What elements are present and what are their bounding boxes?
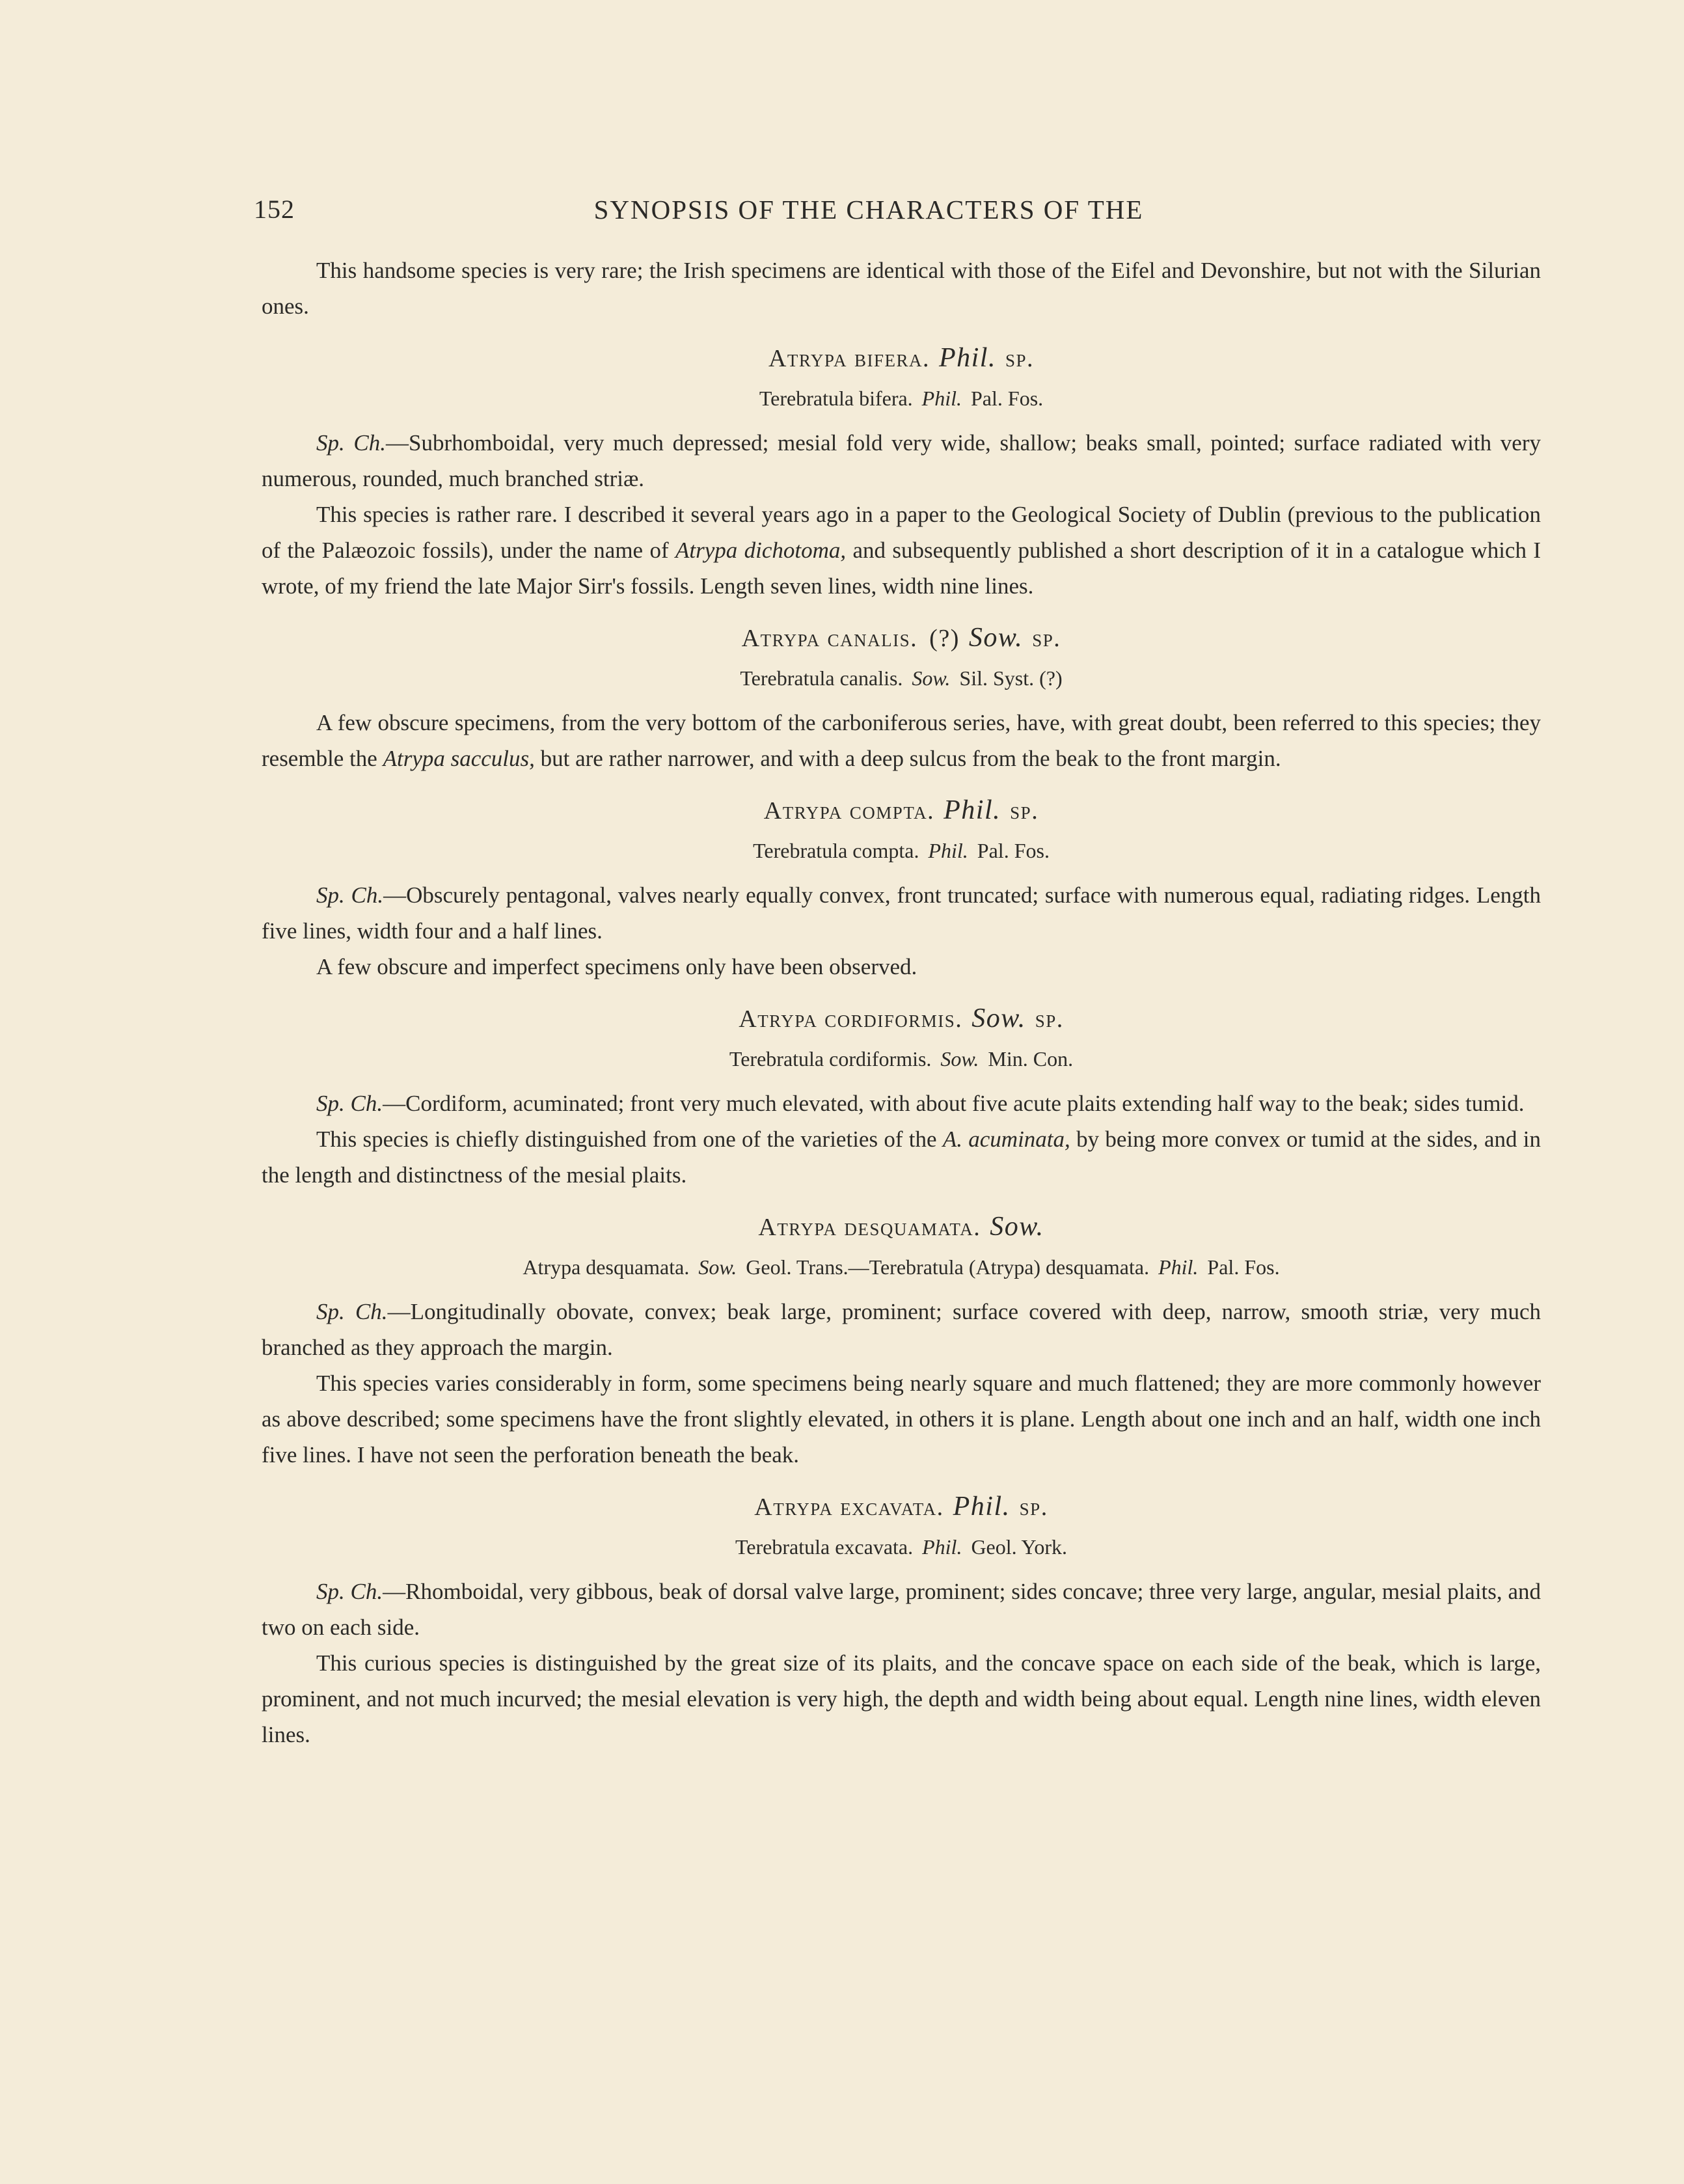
species-section-canalis: [262, 618, 1541, 776]
synonym-name: Terebratula cordiformis.: [729, 1047, 932, 1071]
species-section-bifera: [262, 338, 1541, 604]
page-header: [234, 194, 1392, 236]
description-paragraph: [262, 497, 1541, 604]
synonym-ref: Sil. Syst. (?): [959, 666, 1063, 690]
species-heading: [262, 999, 1541, 1039]
species-author: Sow.: [968, 623, 1024, 653]
description-paragraph: [262, 1121, 1541, 1193]
description-paragraph: [262, 705, 1541, 776]
species-author: Phil.: [938, 343, 996, 373]
species-heading: [262, 1487, 1541, 1527]
species-author: Phil.: [953, 1492, 1011, 1522]
sp-ch-text: —Cordiform, acuminated; front very much elevated, with about five acute plaits extending half way to the beak; sides tumid.: [383, 1091, 1525, 1116]
species-section-desquamata: [262, 1207, 1541, 1473]
description-text: and subsequently published a short description of it in a catalogue which I wrote, of my friend the late Major Sirr's fossils. Length seven lines, width nine lines.: [262, 538, 1541, 599]
species-heading: [262, 618, 1541, 658]
description-text: A few obscure specimens, from the very bottom of the carboniferous series, have, with great doubt, been referred to this species; they resemble the: [262, 710, 1541, 771]
species-author: Phil.: [944, 795, 1001, 825]
synonym-name: Terebratula compta.: [753, 839, 919, 862]
sp-ch-text: —Longitudinally obovate, convex; beak large, prominent; surface covered with deep, narrow, smooth striæ, very much branched as they approach the margin.: [262, 1299, 1541, 1360]
running-title: SYNOPSIS OF THE CHARACTERS OF THE: [593, 195, 1144, 225]
synonym-ref: Pal. Fos.: [1207, 1255, 1280, 1279]
synonym-author: Phil.: [928, 839, 968, 862]
species-section-compta: [262, 791, 1541, 985]
species-suffix: sp.: [1032, 625, 1061, 652]
specific-characters: [262, 1574, 1541, 1645]
intro-paragraph: This handsome species is very rare; the Irish specimens are identical with those of the Eifel and Devonshire, but not with the Silurian ones.: [262, 258, 1541, 319]
description-paragraph: This curious species is distinguished by the great size of its plaits, and the concave space on each side of the beak, which is large, prominent, and not much incurved; the mesial elevation is very high, the depth and width being about equal. Length nine lines, width eleven lines.: [262, 1650, 1541, 1747]
sp-ch-label: Sp. Ch.: [316, 1299, 388, 1324]
description-text: by being more convex or tumid at the sides, and in the length and distinctness of the mesial plaits.: [262, 1126, 1541, 1188]
synonym-name: Terebratula canalis.: [740, 666, 903, 690]
species-name: Atrypa cordiformis.: [739, 1005, 963, 1033]
species-reference: Atrypa dichotoma,: [675, 538, 847, 563]
specific-characters: [262, 877, 1541, 949]
description-paragraph: This species varies considerably in form, some specimens being nearly square and much flattened; they are more commonly however as above described; some specimens have the front slightly elevated, in others it is plane. Length about one inch and an half, width one inch five lines. I have not seen the perforation beneath the beak.: [262, 1371, 1541, 1467]
species-section-excavata: [262, 1487, 1541, 1753]
species-heading: [262, 1207, 1541, 1247]
synonym-line: [262, 382, 1541, 415]
species-name: Atrypa canalis.: [741, 625, 918, 652]
species-name: Atrypa bifera.: [768, 345, 930, 372]
synonym-line: [262, 1251, 1541, 1283]
species-suffix: sp.: [1019, 1494, 1048, 1521]
synonym-author: Sow.: [698, 1255, 737, 1279]
description-text: This species is rather rare. I described it several years ago in a paper to the Geological Society of Dublin (previous to the publication of the Palæozoic fossils), under the name of: [262, 502, 1541, 563]
sp-ch-text: —Rhomboidal, very gibbous, beak of dorsal valve large, prominent; sides concave; three very large, angular, mesial plaits, and two on each side.: [262, 1579, 1541, 1640]
synonym-ref: Pal. Fos.: [977, 839, 1050, 862]
description-paragraph: A few obscure and imperfect specimens only have been observed.: [316, 954, 917, 979]
page-number: 152: [254, 195, 295, 224]
species-heading: [262, 338, 1541, 378]
species-heading: [262, 791, 1541, 830]
synonym-line: [262, 1531, 1541, 1563]
sp-ch-label: Sp. Ch.: [316, 1579, 383, 1604]
page-body: [262, 253, 1541, 1753]
synonym-author: Phil.: [921, 387, 962, 410]
synonym-name: Terebratula bifera.: [759, 387, 913, 410]
species-author: Sow.: [990, 1212, 1044, 1242]
sp-ch-text: —Obscurely pentagonal, valves nearly equally convex, front truncated; surface with numerous equal, radiating ridges. Length five lines, width four and a half lines.: [262, 882, 1541, 944]
species-suffix: sp.: [1035, 1005, 1064, 1033]
species-name: Atrypa compta.: [763, 797, 935, 825]
synonym-ref: Pal. Fos.: [971, 387, 1044, 410]
description-text: but are rather narrower, and with a deep sulcus from the beak to the front margin.: [534, 746, 1281, 771]
species-suffix: sp.: [1010, 797, 1039, 825]
synonym-line: [262, 834, 1541, 867]
species-name: Atrypa desquamata.: [758, 1214, 981, 1241]
sp-ch-text: —Subrhomboidal, very much depressed; mesial fold very wide, shallow; beaks small, pointed; surface radiated with very numerous, rounded, much branched striæ.: [262, 430, 1541, 491]
species-suffix: sp.: [1005, 345, 1035, 372]
synonym-ref: Geol. York.: [971, 1535, 1068, 1559]
sp-ch-label: Sp. Ch.: [316, 882, 384, 908]
species-reference: A. acuminata,: [942, 1126, 1070, 1152]
synonym-line: [262, 1043, 1541, 1075]
specific-characters: [262, 425, 1541, 497]
species-section-cordiformis: [262, 999, 1541, 1193]
species-query: (?): [929, 625, 960, 652]
synonym-author: Sow.: [912, 666, 951, 690]
synonym-author: Sow.: [940, 1047, 979, 1071]
sp-ch-label: Sp. Ch.: [316, 430, 387, 456]
synonym-ref: Min. Con.: [988, 1047, 1074, 1071]
species-reference: Atrypa sacculus,: [383, 746, 535, 771]
synonym-ref: Geol. Trans.—Terebratula (Atrypa) desquamata.: [746, 1255, 1150, 1279]
synonym-line: [262, 662, 1541, 694]
synonym-name: Terebratula excavata.: [735, 1535, 914, 1559]
synonym-name: Atrypa desquamata.: [523, 1255, 690, 1279]
specific-characters: [262, 1085, 1541, 1121]
species-name: Atrypa excavata.: [754, 1494, 944, 1521]
description-text: This species is chiefly distinguished from one of the varieties of the: [316, 1126, 943, 1152]
species-author: Sow.: [971, 1003, 1026, 1033]
synonym-author: Phil.: [1158, 1255, 1199, 1279]
specific-characters: [262, 1294, 1541, 1365]
synonym-author: Phil.: [922, 1535, 962, 1559]
sp-ch-label: Sp. Ch.: [316, 1091, 383, 1116]
